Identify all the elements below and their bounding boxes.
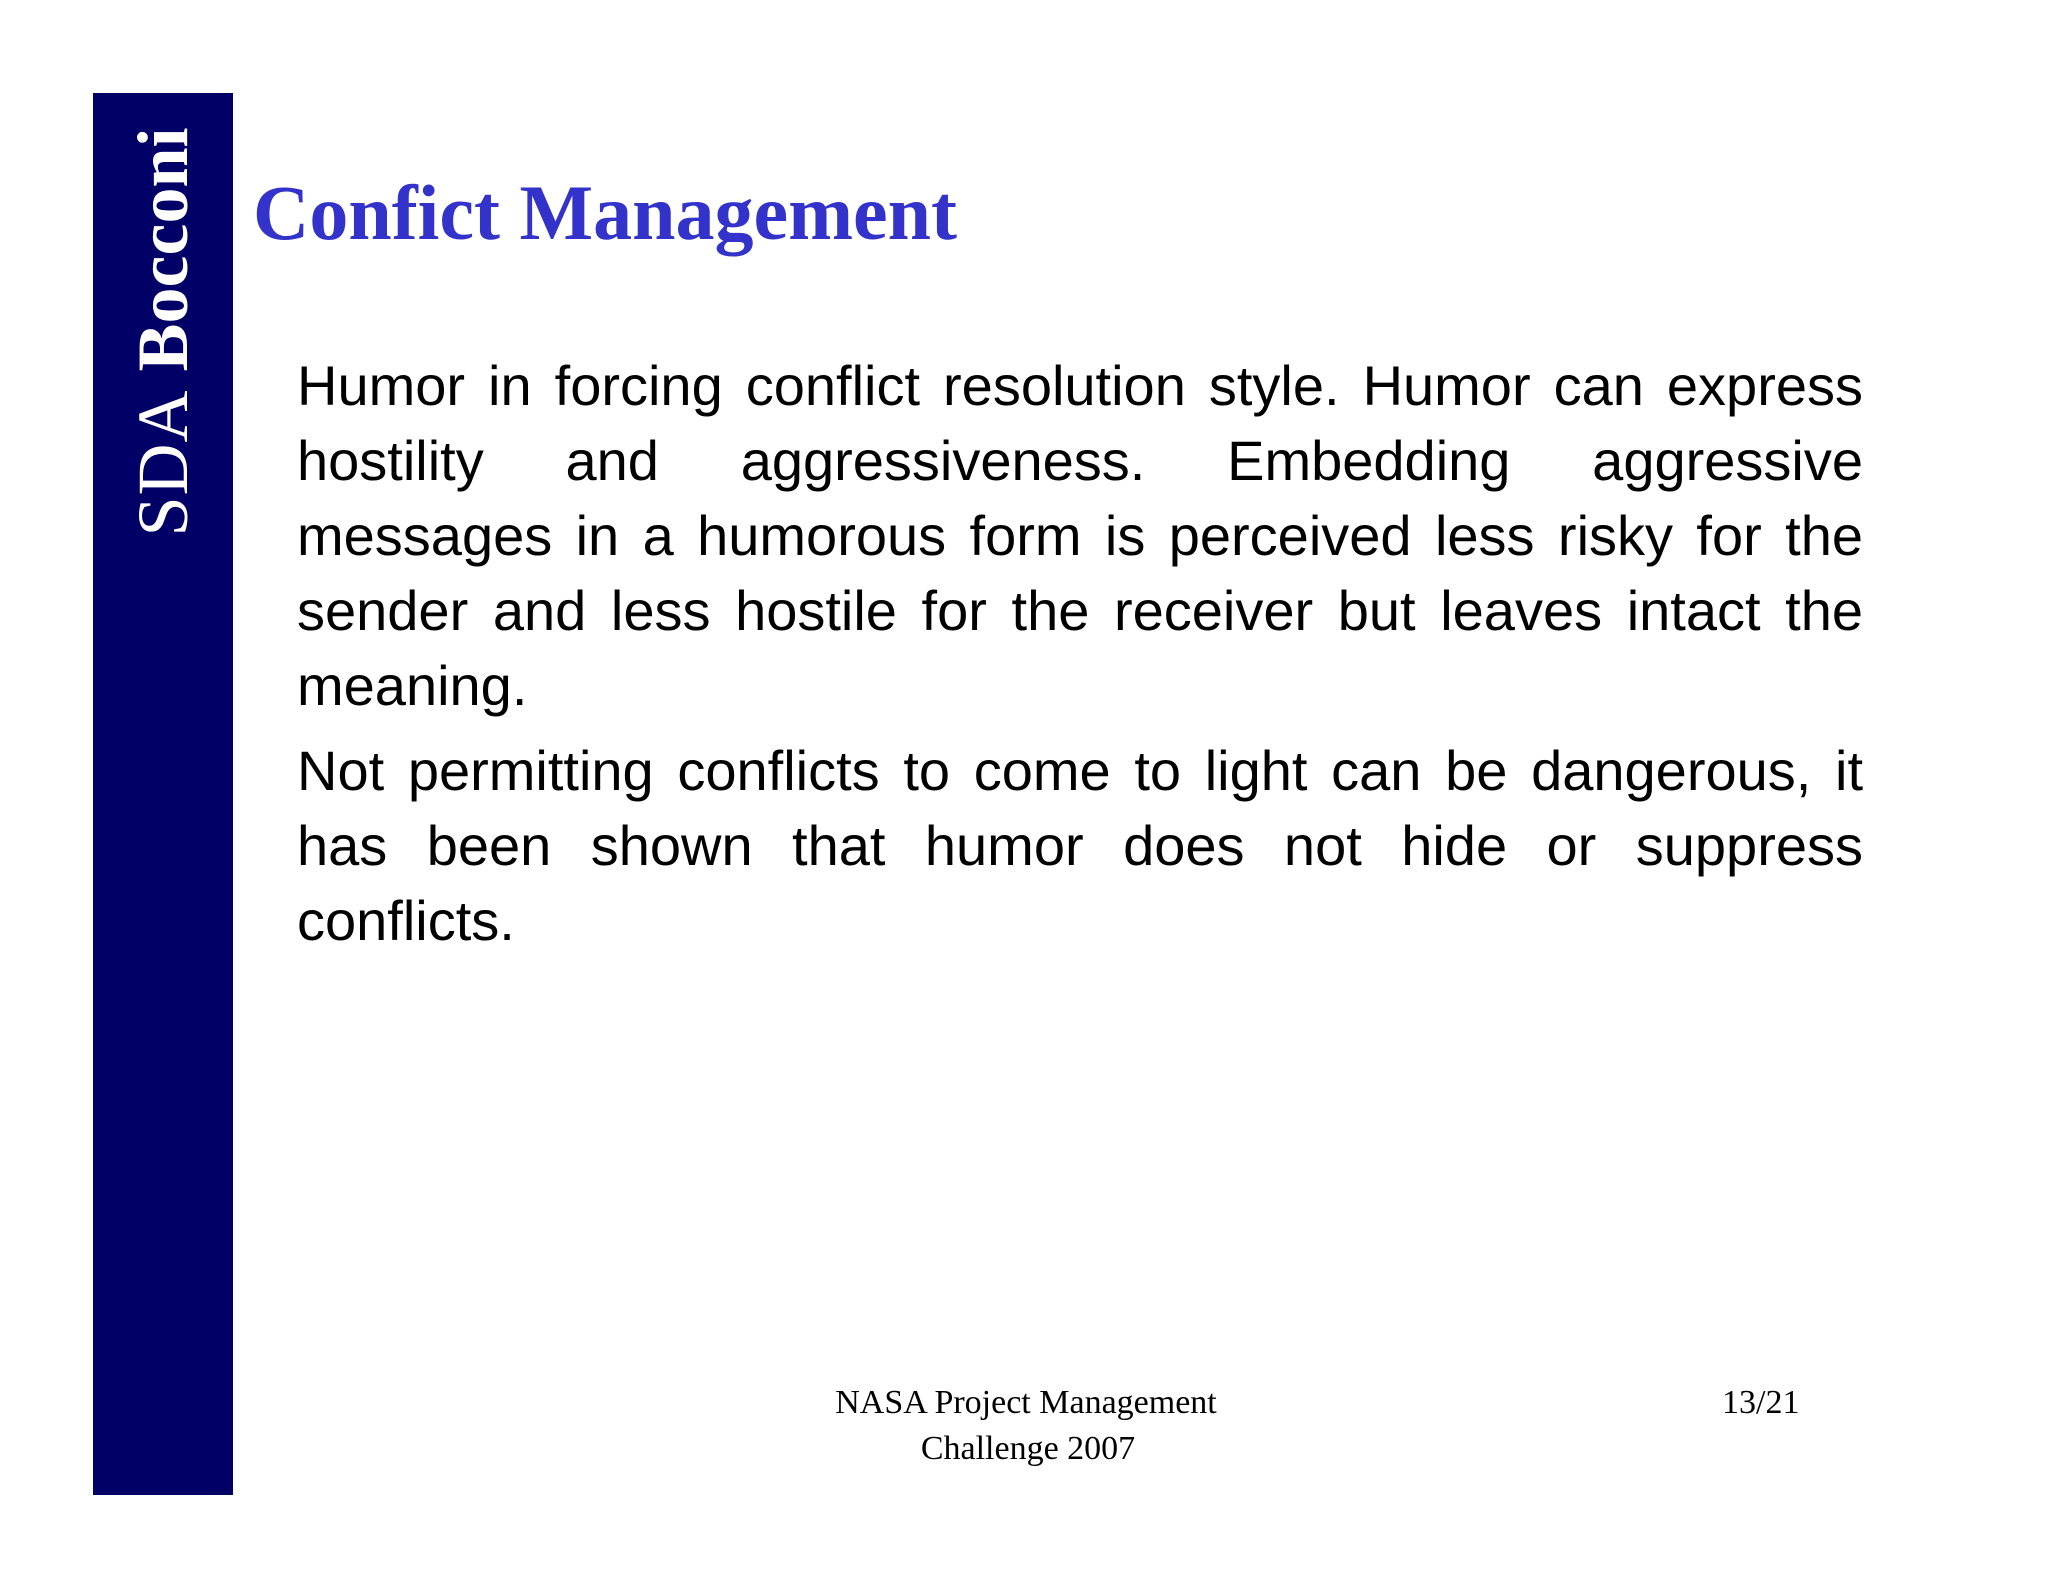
slide-body	[297, 348, 1863, 968]
slide-title: Confict Management	[253, 169, 958, 256]
footer-caption	[826, 1380, 1226, 1472]
body-paragraph-2: Not permitting conflicts to come to light can be dangerous, it has been shown that humor does not hide or suppress conflicts.	[297, 739, 1863, 952]
page-number: 13/21	[1722, 1384, 1800, 1421]
logo-bocconi-text: Bocconi	[123, 127, 203, 372]
footer-line-1: NASA Project Management	[835, 1384, 1217, 1421]
footer-line-2: Challenge 2007	[920, 1430, 1136, 1467]
logo-sda-text: SDA	[123, 389, 203, 537]
sda-bocconi-logo	[123, 127, 203, 537]
body-paragraph-1: Humor in forcing conflict resolution style. Humor can express hostility and aggressiveness. Embedding aggressive messages in a humorous form is perceived less risky for the sender and less hostile for the receiver but leaves intact the meaning.	[297, 354, 1863, 717]
